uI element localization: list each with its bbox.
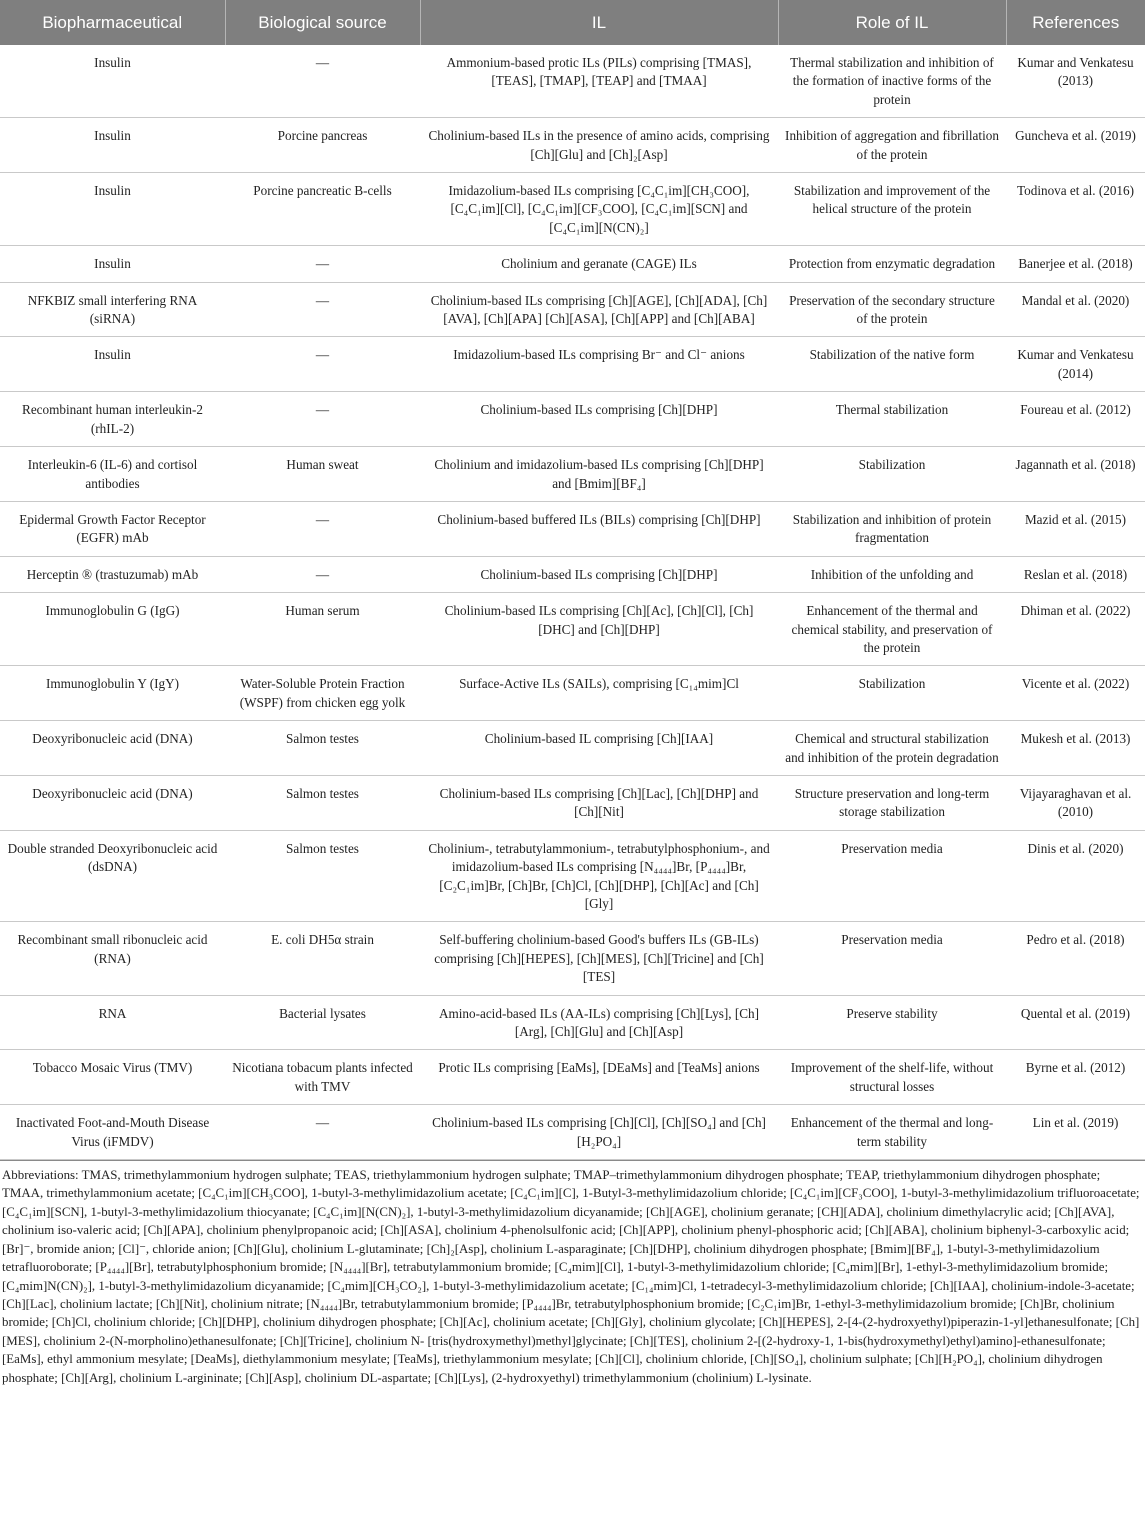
- cell-il: Cholinium-based ILs in the presence of amino acids, comprising [Ch][Glu] and [Ch]₂[Asp]: [420, 118, 778, 173]
- cell-biological-source: Salmon testes: [225, 830, 420, 922]
- cell-role: Structure preservation and long-term storage stabilization: [778, 775, 1006, 830]
- cell-biopharmaceutical: Tobacco Mosaic Virus (TMV): [0, 1050, 225, 1105]
- cell-role: Stabilization of the native form: [778, 337, 1006, 392]
- cell-biological-source: Nicotiana tobacum plants infected with TMV: [225, 1050, 420, 1105]
- cell-biological-source: —: [225, 337, 420, 392]
- cell-reference: Dhiman et al. (2022): [1006, 593, 1145, 666]
- cell-biological-source: Salmon testes: [225, 775, 420, 830]
- header-role-of-il: Role of IL: [778, 0, 1006, 45]
- table-row: [0, 593, 1145, 666]
- cell-reference: Mandal et al. (2020): [1006, 282, 1145, 337]
- cell-biopharmaceutical: Deoxyribonucleic acid (DNA): [0, 775, 225, 830]
- cell-biological-source: Salmon testes: [225, 721, 420, 776]
- cell-il: Cholinium-based ILs comprising [Ch][DHP]: [420, 392, 778, 447]
- cell-biological-source: —: [225, 1105, 420, 1160]
- cell-reference: Reslan et al. (2018): [1006, 556, 1145, 592]
- cell-il: Surface-Active ILs (SAILs), comprising [C₁₄mim]Cl: [420, 666, 778, 721]
- cell-il: Imidazolium-based ILs comprising Br⁻ and Cl⁻ anions: [420, 337, 778, 392]
- cell-biological-source: —: [225, 246, 420, 282]
- cell-role: Preserve stability: [778, 995, 1006, 1050]
- cell-biopharmaceutical: Insulin: [0, 45, 225, 118]
- table-row: [0, 721, 1145, 776]
- cell-biopharmaceutical: Interleukin-6 (IL-6) and cortisol antibodies: [0, 447, 225, 502]
- header-il: IL: [420, 0, 778, 45]
- cell-biopharmaceutical: Insulin: [0, 246, 225, 282]
- cell-reference: Guncheva et al. (2019): [1006, 118, 1145, 173]
- cell-reference: Byrne et al. (2012): [1006, 1050, 1145, 1105]
- cell-il: Ammonium-based protic ILs (PILs) comprising [TMAS], [TEAS], [TMAP], [TEAP] and [TMAA]: [420, 45, 778, 118]
- cell-biopharmaceutical: Epidermal Growth Factor Receptor (EGFR) mAb: [0, 501, 225, 556]
- cell-reference: Vicente et al. (2022): [1006, 666, 1145, 721]
- cell-biopharmaceutical: NFKBIZ small interfering RNA (siRNA): [0, 282, 225, 337]
- cell-reference: Vijayaraghavan et al. (2010): [1006, 775, 1145, 830]
- cell-biopharmaceutical: Herceptin ® (trastuzumab) mAb: [0, 556, 225, 592]
- table-row: [0, 995, 1145, 1050]
- cell-biological-source: E. coli DH5α strain: [225, 922, 420, 995]
- cell-biological-source: Human serum: [225, 593, 420, 666]
- cell-biological-source: —: [225, 556, 420, 592]
- cell-reference: Jagannath et al. (2018): [1006, 447, 1145, 502]
- cell-biopharmaceutical: Immunoglobulin Y (IgY): [0, 666, 225, 721]
- table-row: [0, 447, 1145, 502]
- table-row: [0, 922, 1145, 995]
- cell-reference: Kumar and Venkatesu (2014): [1006, 337, 1145, 392]
- cell-il: Cholinium-based ILs comprising [Ch][Lac], [Ch][DHP] and [Ch][Nit]: [420, 775, 778, 830]
- cell-biopharmaceutical: Recombinant small ribonucleic acid (RNA): [0, 922, 225, 995]
- table-row: [0, 556, 1145, 592]
- cell-role: Stabilization: [778, 447, 1006, 502]
- cell-il: Self-buffering cholinium-based Good's buffers ILs (GB-ILs) comprising [Ch][HEPES], [Ch][MES], [Ch][Tricine] and [Ch][TES]: [420, 922, 778, 995]
- cell-role: Enhancement of the thermal and long-term stability: [778, 1105, 1006, 1160]
- cell-biopharmaceutical: Insulin: [0, 118, 225, 173]
- cell-il: Amino-acid-based ILs (AA-ILs) comprising [Ch][Lys], [Ch][Arg], [Ch][Glu] and [Ch][Asp]: [420, 995, 778, 1050]
- cell-role: Stabilization and inhibition of protein fragmentation: [778, 501, 1006, 556]
- cell-biological-source: —: [225, 392, 420, 447]
- cell-biopharmaceutical: Recombinant human interleukin-2 (rhIL-2): [0, 392, 225, 447]
- table-row: [0, 775, 1145, 830]
- cell-role: Thermal stabilization: [778, 392, 1006, 447]
- cell-il: Cholinium-based buffered ILs (BILs) comprising [Ch][DHP]: [420, 501, 778, 556]
- cell-reference: Quental et al. (2019): [1006, 995, 1145, 1050]
- cell-reference: Pedro et al. (2018): [1006, 922, 1145, 995]
- cell-il: Cholinium and imidazolium-based ILs comprising [Ch][DHP] and [Bmim][BF₄]: [420, 447, 778, 502]
- cell-role: Inhibition of aggregation and fibrillation of the protein: [778, 118, 1006, 173]
- cell-reference: Foureau et al. (2012): [1006, 392, 1145, 447]
- table-row: [0, 666, 1145, 721]
- cell-biological-source: —: [225, 282, 420, 337]
- table-row: [0, 1105, 1145, 1160]
- table-row: [0, 1050, 1145, 1105]
- cell-role: Preservation media: [778, 922, 1006, 995]
- table-row: [0, 501, 1145, 556]
- table-row: [0, 337, 1145, 392]
- header-references: References: [1006, 0, 1145, 45]
- cell-reference: Banerjee et al. (2018): [1006, 246, 1145, 282]
- table-row: [0, 173, 1145, 246]
- cell-role: Preservation media: [778, 830, 1006, 922]
- cell-biological-source: —: [225, 45, 420, 118]
- table-header: [0, 0, 1145, 45]
- cell-reference: Lin et al. (2019): [1006, 1105, 1145, 1160]
- cell-il: Cholinium and geranate (CAGE) ILs: [420, 246, 778, 282]
- cell-il: Cholinium-, tetrabutylammonium-, tetrabutylphosphonium-, and imidazolium-based ILs comprising [N₄₄₄₄]Br, [P₄₄₄₄]Br, [C₂C₁im]Br, [Ch]Br, [Ch]Cl, [Ch][DHP], [Ch][Ac] and [Ch][Gly]: [420, 830, 778, 922]
- table-row: [0, 282, 1145, 337]
- cell-il: Cholinium-based IL comprising [Ch][IAA]: [420, 721, 778, 776]
- cell-biopharmaceutical: Immunoglobulin G (IgG): [0, 593, 225, 666]
- cell-role: Chemical and structural stabilization and inhibition of the protein degradation: [778, 721, 1006, 776]
- cell-il: Cholinium-based ILs comprising [Ch][AGE], [Ch][ADA], [Ch][AVA], [Ch][APA] [Ch][ASA], [Ch][APP] and [Ch][ABA]: [420, 282, 778, 337]
- cell-il: Cholinium-based ILs comprising [Ch][DHP]: [420, 556, 778, 592]
- cell-biopharmaceutical: Inactivated Foot-and-Mouth Disease Virus (iFMDV): [0, 1105, 225, 1160]
- cell-reference: Todinova et al. (2016): [1006, 173, 1145, 246]
- table-row: [0, 45, 1145, 118]
- cell-biological-source: Porcine pancreas: [225, 118, 420, 173]
- cell-il: Imidazolium-based ILs comprising [C₄C₁im][CH₃COO], [C₄C₁im][Cl], [C₄C₁im][CF₃COO], [C₄C₁im][SCN] and [C₄C₁im][N(CN)₂]: [420, 173, 778, 246]
- cell-biopharmaceutical: Insulin: [0, 337, 225, 392]
- table-row: [0, 830, 1145, 922]
- cell-biopharmaceutical: Double stranded Deoxyribonucleic acid (dsDNA): [0, 830, 225, 922]
- cell-biopharmaceutical: RNA: [0, 995, 225, 1050]
- cell-il: Cholinium-based ILs comprising [Ch][Cl], [Ch][SO₄] and [Ch][H₂PO₄]: [420, 1105, 778, 1160]
- cell-biological-source: Porcine pancreatic B-cells: [225, 173, 420, 246]
- table-row: [0, 118, 1145, 173]
- cell-biological-source: Water-Soluble Protein Fraction (WSPF) from chicken egg yolk: [225, 666, 420, 721]
- cell-biopharmaceutical: Insulin: [0, 173, 225, 246]
- abbreviations-footnote: Abbreviations: TMAS, trimethylammonium hydrogen sulphate; TEAS, triethylammonium hydrogen sulphate; TMAP–trimethylammonium dihydrogen phosphate; TEAP, triethylammonium dihydrogen phosphate; TMAA, trimethylammonium acetate; [C₄C₁im][CH₃COO], 1-butyl-3-methylimidazolium acetate; [C₄C₁im][C], 1-Butyl-3-methylimidazolium chloride; [C₄C₁im][CF₃COO], 1-butyl-3-methylimidazolium trifluoroacetate; [C₄C₁im][SCN], 1-butyl-3-methylimidazolium thiocyanate; [C₄C₁im][N(CN)₂], 1-butyl-3-methylimidazolium dicyanamide; [Ch][AGE], cholinium geranate; [CH][ADA], cholinium dimethylacrylic acid; [Ch][AVA], cholinium iso-valeric acid; [Ch][APA], cholinium phenylpropanoic acid; [Ch][ASA], cholinium 4-phenolsulfonic acid; [Ch][APP], cholinium phenyl-phosphoric acid; [Ch][ABA], cholinium biphenyl-3-carboxylic acid; [Br]⁻, bromide anion; [Cl]⁻, chloride anion; [Ch][Glu], cholinium L-glutaminate; [Ch]₂[Asp], cholinium L-asparaginate; [Ch][DHP], cholinium dihydrogen phosphate; [Bmim][BF₄], 1-butyl-3-methylimidazolium tetrafluoroborate; [P₄₄₄₄][Br], tetrabutylphosphonium bromide; [N₄₄₄₄][Br], tetrabutylammonium bromide; [C₄mim][Cl], 1-butyl-3-methylimidazolium chloride; [C₄mim][Br], 1-ethyl-3-methylimidazolium bromide; [C₄mim]N(CN)₂], 1-butyl-3-methylimidazolium dicyanamide; [C₄mim][CH₃CO₂], 1-butyl-3-methylimidazolium acetate; [C₁₄mim]Cl, 1-tetradecyl-3-methylimidazolium chloride; [Ch][IAA], cholinium-indole-3-acetate; [Ch][Lac], cholinium lactate; [Ch][Nit], cholinium nitrate; [N₄₄₄₄]Br, tetrabutylammonium bromide; [P₄₄₄₄]Br, tetrabutylphosphonium bromide; [C₂C₁im]Br, 1-ethyl-3-methylimidazolium bromide; [Ch]Br, cholinium bromide; [Ch]Cl, cholinium chloride; [Ch][DHP], cholinium dihydrogen phosphate; [Ch][Ac], cholinium acetate; [Ch][Gly], cholinium glycolate; [Ch][HEPES], 2-[4-(2-hydroxyethyl)piperazin-1-yl]ethanesulfonate; [Ch][MES], cholinium 2-(N-morpholino)ethanesulfonate; [Ch][Tricine], cholinium N- [tris(hydroxymethyl)methyl]glycinate; [Ch][TES], cholinium 2-[(2-hydroxy-1, 1-bis(hydroxymethyl)ethyl)amino]-ethanesulfonate; [EaMs], ethyl ammonium mesylate; [DeaMs], diethylammonium mesylate; [TeaMs], triethylammonium mesylate; [Ch][Cl], cholinium chloride, [Ch][SO₄], cholinium sulphate; [Ch][H₂PO₄], cholinium dihydrogen phosphate; [Ch][Arg], cholinium L-argininate; [Ch][Asp], cholinium DL-aspartate; [Ch][Lys], (2-hydroxyethyl) trimethylammonium (cholinium) L-lysinate.: [0, 1160, 1145, 1387]
- cell-role: Thermal stabilization and inhibition of the formation of inactive forms of the protein: [778, 45, 1006, 118]
- table-row: [0, 392, 1145, 447]
- cell-role: Protection from enzymatic degradation: [778, 246, 1006, 282]
- cell-il: Protic ILs comprising [EaMs], [DEaMs] and [TeaMs] anions: [420, 1050, 778, 1105]
- cell-reference: Dinis et al. (2020): [1006, 830, 1145, 922]
- cell-role: Inhibition of the unfolding and: [778, 556, 1006, 592]
- table-body: [0, 45, 1145, 1160]
- cell-biological-source: Human sweat: [225, 447, 420, 502]
- cell-role: Improvement of the shelf-life, without structural losses: [778, 1050, 1006, 1105]
- cell-role: Stabilization and improvement of the helical structure of the protein: [778, 173, 1006, 246]
- cell-biological-source: Bacterial lysates: [225, 995, 420, 1050]
- cell-biological-source: —: [225, 501, 420, 556]
- header-biopharmaceutical: Biopharmaceutical: [0, 0, 225, 45]
- cell-reference: Kumar and Venkatesu (2013): [1006, 45, 1145, 118]
- cell-biopharmaceutical: Deoxyribonucleic acid (DNA): [0, 721, 225, 776]
- cell-reference: Mukesh et al. (2013): [1006, 721, 1145, 776]
- table-row: [0, 246, 1145, 282]
- cell-role: Preservation of the secondary structure of the protein: [778, 282, 1006, 337]
- cell-role: Enhancement of the thermal and chemical stability, and preservation of the protein: [778, 593, 1006, 666]
- cell-reference: Mazid et al. (2015): [1006, 501, 1145, 556]
- header-biological-source: Biological source: [225, 0, 420, 45]
- cell-role: Stabilization: [778, 666, 1006, 721]
- cell-il: Cholinium-based ILs comprising [Ch][Ac], [Ch][Cl], [Ch][DHC] and [Ch][DHP]: [420, 593, 778, 666]
